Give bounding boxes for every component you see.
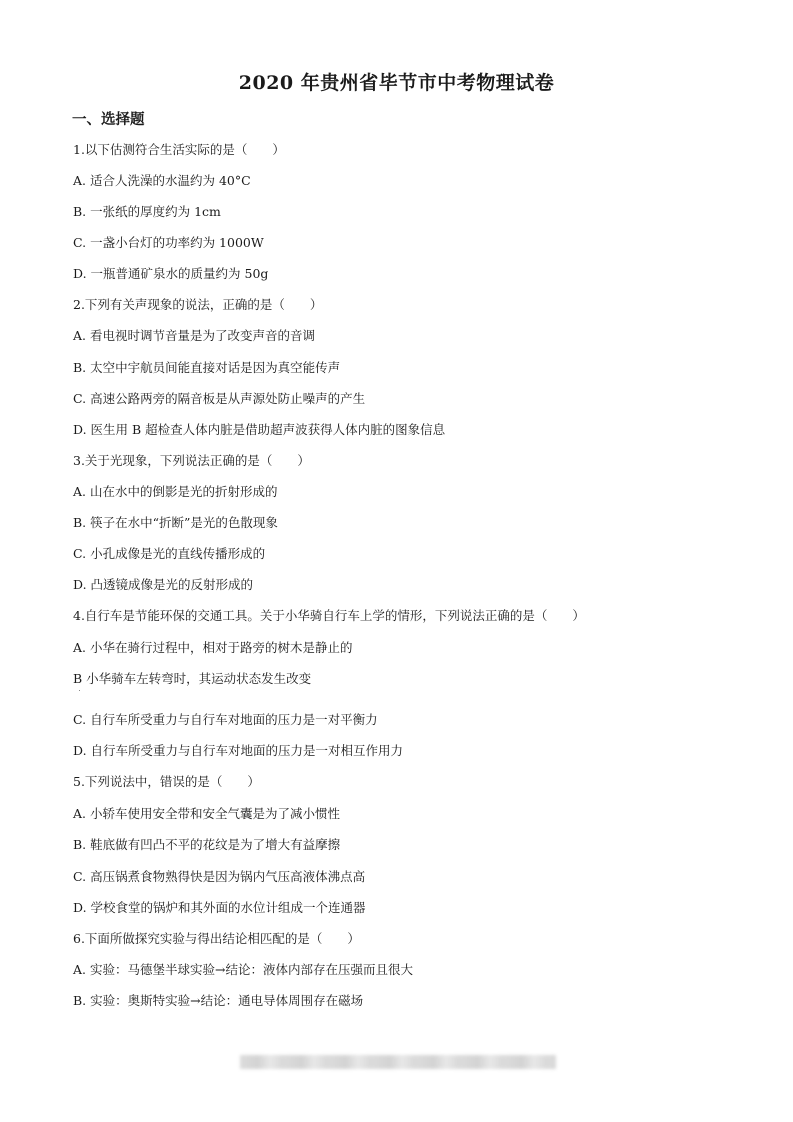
question-3-option-d: D. 凸透镜成像是光的反射形成的: [73, 577, 254, 592]
question-4-option-b: B 小华骑车左转弯时，其运动状态发生改变: [73, 671, 312, 686]
question-5-option-d: D. 学校食堂的锅炉和其外面的水位计组成一个连通器: [73, 900, 366, 915]
question-4-option-c: C. 自行车所受重力与自行车对地面的压力是一对平衡力: [73, 712, 378, 727]
question-2-option-b: B. 太空中宇航员间能直接对话是因为真空能传声: [73, 360, 341, 375]
question-5-option-b: B. 鞋底做有凹凸不平的花纹是为了增大有益摩擦: [73, 837, 341, 852]
question-5-option-a: A. 小轿车使用安全带和安全气囊是为了减小惯性: [73, 806, 340, 821]
question-3-option-c: C. 小孔成像是光的直线传播形成的: [73, 546, 266, 561]
page-title: 2020 年贵州省毕节市中考物理试卷: [238, 72, 555, 94]
question-2-option-c: C. 高速公路两旁的隔音板是从声源处防止噪声的产生: [73, 391, 366, 406]
question-5-option-c: C. 高压锅煮食物熟得快是因为锅内气压高液体沸点高: [73, 869, 366, 884]
section-heading: 一、选择题: [72, 112, 145, 128]
question-6-option-b: B. 实验：奥斯特实验→结论：通电导体周围存在磁场: [73, 993, 364, 1008]
question-4: 4.自行车是节能环保的交通工具。关于小华骑自行车上学的情形，下列说法正确的是（ ）: [73, 608, 585, 623]
question-1-option-b: B. 一张纸的厚度约为 1cm: [73, 204, 221, 219]
question-3-option-a: A. 山在水中的倒影是光的折射形成的: [73, 484, 278, 499]
question-6-option-a: A. 实验：马德堡半球实验→结论：液体内部存在压强而且很大: [73, 962, 413, 977]
question-2-option-a: A. 看电视时调节音量是为了改变声音的音调: [73, 328, 315, 343]
question-1-option-d: D. 一瓶普通矿泉水的质量约为 50g: [73, 266, 269, 281]
stray-mark: [79, 690, 80, 691]
question-1: 1.以下估测符合生活实际的是（ ）: [73, 142, 285, 157]
question-3-option-b: B. 筷子在水中“折断”是光的色散现象: [73, 515, 278, 530]
question-6: 6.下面所做探究实验与得出结论相匹配的是（ ）: [73, 931, 360, 946]
question-3: 3.关于光现象，下列说法正确的是（ ）: [73, 453, 310, 468]
question-1-option-c: C. 一盏小台灯的功率约为 1000W: [73, 235, 264, 250]
question-2: 2.下列有关声现象的说法，正确的是（ ）: [73, 297, 323, 312]
question-1-option-a: A. 适合人洗澡的水温约为 40°C: [73, 173, 251, 188]
blurred-footer-watermark: [240, 1055, 556, 1069]
question-4-option-d: D. 自行车所受重力与自行车对地面的压力是一对相互作用力: [73, 743, 404, 758]
question-5: 5.下列说法中，错误的是（ ）: [73, 774, 260, 789]
question-4-option-a: A. 小华在骑行过程中，相对于路旁的树木是静止的: [73, 640, 353, 655]
question-2-option-d: D. 医生用 B 超检查人体内脏是借助超声波获得人体内脏的图象信息: [73, 422, 446, 437]
